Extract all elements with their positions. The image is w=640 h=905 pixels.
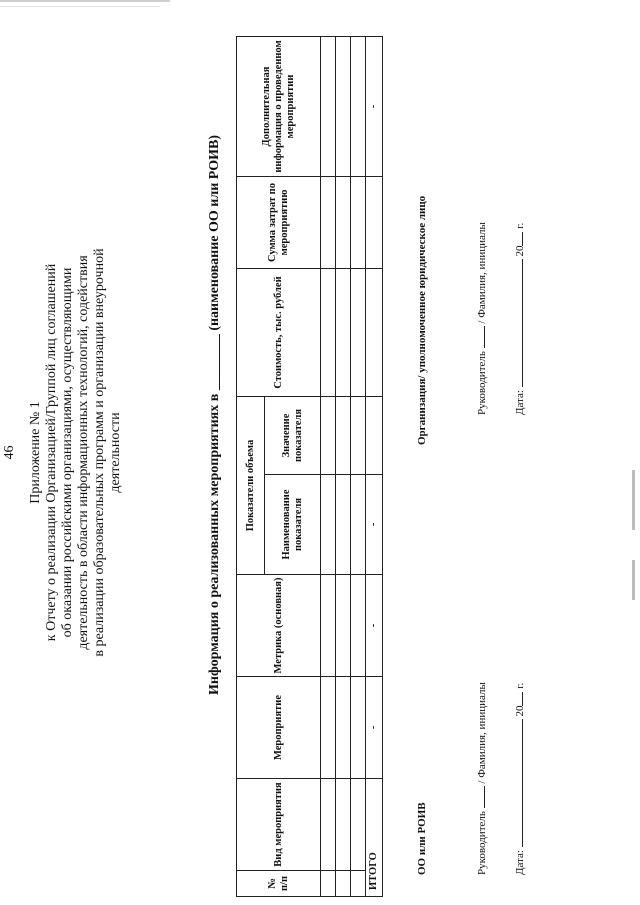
appendix-heading: [28, 100, 124, 805]
table-row: [336, 37, 351, 897]
head-label: Руководитель: [476, 351, 488, 415]
date-label: Дата:: [514, 850, 526, 875]
total-row: [366, 37, 383, 897]
signature-date-right: [512, 223, 526, 415]
year-prefix: 20: [514, 245, 526, 257]
table-row: [321, 37, 336, 897]
head-label: Руководитель: [476, 811, 488, 875]
date-line: [512, 719, 523, 847]
appendix-title: Приложение № 1: [28, 401, 43, 504]
head-suffix: / Фамилия, инициалы: [476, 222, 488, 324]
year-prefix: 20: [514, 705, 526, 717]
events-table: [236, 36, 383, 897]
page-number: 46: [2, 445, 17, 460]
table-row: [351, 37, 366, 897]
header-type: Вид мероприятия: [237, 779, 321, 871]
report-title-suffix: (наименование ОО или РОИВ): [207, 134, 222, 331]
total-cell-empty: [366, 177, 383, 269]
signature-line: [474, 786, 485, 808]
header-event: Мероприятие: [237, 677, 321, 779]
header-volume-group: Показатели объема: [237, 397, 265, 575]
date-line: [512, 259, 523, 387]
header-metric: Метрика (основная): [237, 575, 321, 677]
signature-org-right: Организация/ уполномоченное юридическое лицо: [416, 195, 428, 445]
appendix-line: деятельность в области информационных технологий, содействия: [76, 255, 91, 650]
year-line: [512, 232, 523, 246]
header-volume-name: Наименование показателя: [265, 475, 321, 575]
head-suffix: / Фамилия, инициалы: [476, 682, 488, 784]
header-sum: Сумма затрат по мероприятию: [237, 177, 321, 269]
signature-line: [474, 326, 485, 348]
report-title-blank: ________: [207, 334, 222, 391]
header-num: № п/п: [237, 871, 321, 897]
header-extra: Дополнительная информация о проведенном мероприятии: [237, 37, 321, 177]
total-cell-dash: -: [366, 37, 383, 177]
signature-date-left: [512, 683, 526, 875]
report-title: [207, 95, 223, 735]
appendix-line: об оказании российскими организациями, осуществляющими: [60, 267, 75, 638]
total-cell-empty: [366, 397, 383, 475]
header-volume-value: Значение показателя: [265, 397, 321, 475]
date-label: Дата:: [514, 390, 526, 415]
signature-head-right: [474, 222, 488, 415]
signature-head-left: [474, 682, 488, 875]
header-cost: Стоимость, тыс. рублей: [237, 269, 321, 397]
year-suffix: г.: [514, 222, 526, 229]
report-title-prefix: Информация о реализованных мероприятиях в: [207, 393, 222, 696]
year-suffix: г.: [514, 682, 526, 689]
total-cell-dash: -: [366, 677, 383, 779]
signature-org-left: ОО или РОИВ: [416, 802, 428, 875]
appendix-line: к Отчету о реализации Организацией/Группой лиц соглашений: [44, 263, 59, 642]
appendix-line: деятельности: [108, 412, 123, 493]
total-cell-dash: -: [366, 575, 383, 677]
total-cell-empty: [366, 269, 383, 397]
appendix-line: в реализации образовательных программ и организации внеурочной: [92, 248, 107, 657]
total-label: ИТОГО: [366, 779, 383, 897]
year-line: [512, 692, 523, 706]
total-cell-dash: -: [366, 475, 383, 575]
